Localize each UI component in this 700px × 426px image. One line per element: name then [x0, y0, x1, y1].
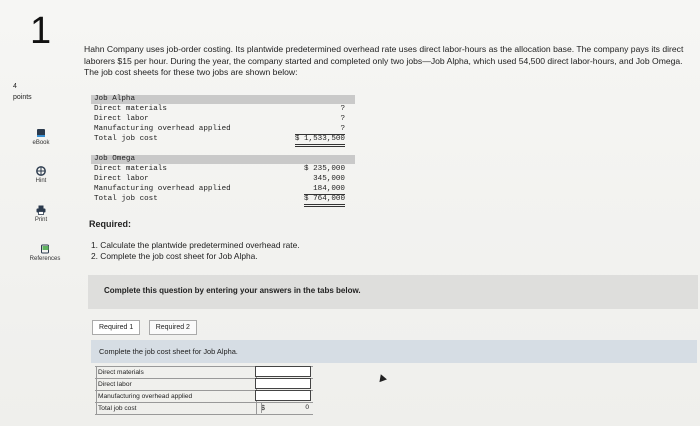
- required-title: Required:: [89, 219, 132, 229]
- table-row: [91, 124, 355, 134]
- job-alpha-title: Job Alpha: [91, 95, 355, 104]
- hint-icon: [36, 166, 46, 176]
- row-value: 345,000: [313, 175, 345, 183]
- table-row: [91, 104, 355, 114]
- total-job-cost-value: 0: [261, 402, 311, 413]
- points-label: points: [13, 94, 32, 101]
- direct-materials-input[interactable]: [255, 366, 311, 377]
- row-value: $ 235,000: [303, 165, 345, 173]
- job-omega-title: Job Omega: [91, 155, 355, 164]
- row-label: Total job cost: [94, 195, 158, 203]
- answer-label: Total job cost: [96, 403, 257, 414]
- required-item: 1. Calculate the plantwide predetermined overhead rate.: [91, 240, 300, 250]
- table-row: [91, 184, 355, 194]
- row-label: Direct materials: [94, 165, 167, 173]
- job-omega-table: [91, 155, 355, 204]
- ebook-button[interactable]: [11, 128, 71, 146]
- answer-label: Manufacturing overhead applied: [96, 391, 257, 402]
- row-value: $ 1,533,500: [295, 134, 345, 147]
- direct-labor-input[interactable]: [255, 378, 311, 389]
- hint-label: Hint: [35, 178, 47, 184]
- row-value: ?: [340, 125, 345, 133]
- print-button[interactable]: [11, 205, 71, 223]
- table-row: [91, 194, 355, 204]
- table-row: [91, 164, 355, 174]
- row-label: Direct labor: [94, 175, 149, 183]
- mouse-cursor-icon: [377, 373, 387, 382]
- answer-table: [95, 366, 313, 415]
- references-label: References: [29, 256, 61, 262]
- answer-tabs: [92, 316, 201, 335]
- book-icon: [36, 128, 46, 138]
- answer-label: Direct materials: [96, 367, 257, 378]
- row-value: ?: [340, 105, 345, 113]
- tab-required-1[interactable]: Required 1: [92, 320, 140, 335]
- references-icon: [40, 244, 50, 254]
- row-value: ?: [340, 115, 345, 123]
- row-label: Direct materials: [94, 105, 167, 113]
- required-list: [91, 240, 300, 262]
- question-number: 1: [30, 10, 52, 52]
- row-label: Direct labor: [94, 115, 149, 123]
- problem-text: Hahn Company uses job-order costing. Its plantwide predetermined overhead rate uses direct labor-hours as the allocation base. The company pays its direct laborers $15 per hour. During the year, the company started and completed only two jobs—Job Alpha, which used 54,500 direct labor-hours, and Job Omega. The job cost sheets for these two jobs are shown below:: [84, 44, 684, 77]
- required-item: 2. Complete the job cost sheet for Job Alpha.: [91, 251, 258, 261]
- points-value: 4: [13, 83, 17, 90]
- print-label: Print: [34, 217, 48, 223]
- row-label: Total job cost: [94, 135, 158, 143]
- row-label: Manufacturing overhead applied: [94, 185, 231, 193]
- hint-button[interactable]: [11, 166, 71, 184]
- table-row: [91, 114, 355, 124]
- print-icon: [36, 205, 46, 215]
- row-value: $ 764,000: [304, 194, 345, 207]
- overhead-applied-input[interactable]: [255, 390, 311, 401]
- table-row: [95, 403, 313, 415]
- row-value: 184,000: [313, 185, 345, 193]
- table-row: [91, 174, 355, 184]
- answer-label: Direct labor: [96, 379, 257, 390]
- references-button[interactable]: [15, 244, 75, 262]
- tab-instruction: Complete the job cost sheet for Job Alpha.: [91, 340, 697, 363]
- instructions-banner: Complete this question by entering your answers in the tabs below.: [88, 275, 698, 309]
- table-row: [91, 134, 355, 144]
- row-label: Manufacturing overhead applied: [94, 125, 231, 133]
- ebook-label: eBook: [32, 140, 50, 146]
- tab-required-2[interactable]: Required 2: [149, 320, 197, 335]
- job-alpha-table: [91, 95, 355, 144]
- dollar-sign: $: [261, 405, 265, 412]
